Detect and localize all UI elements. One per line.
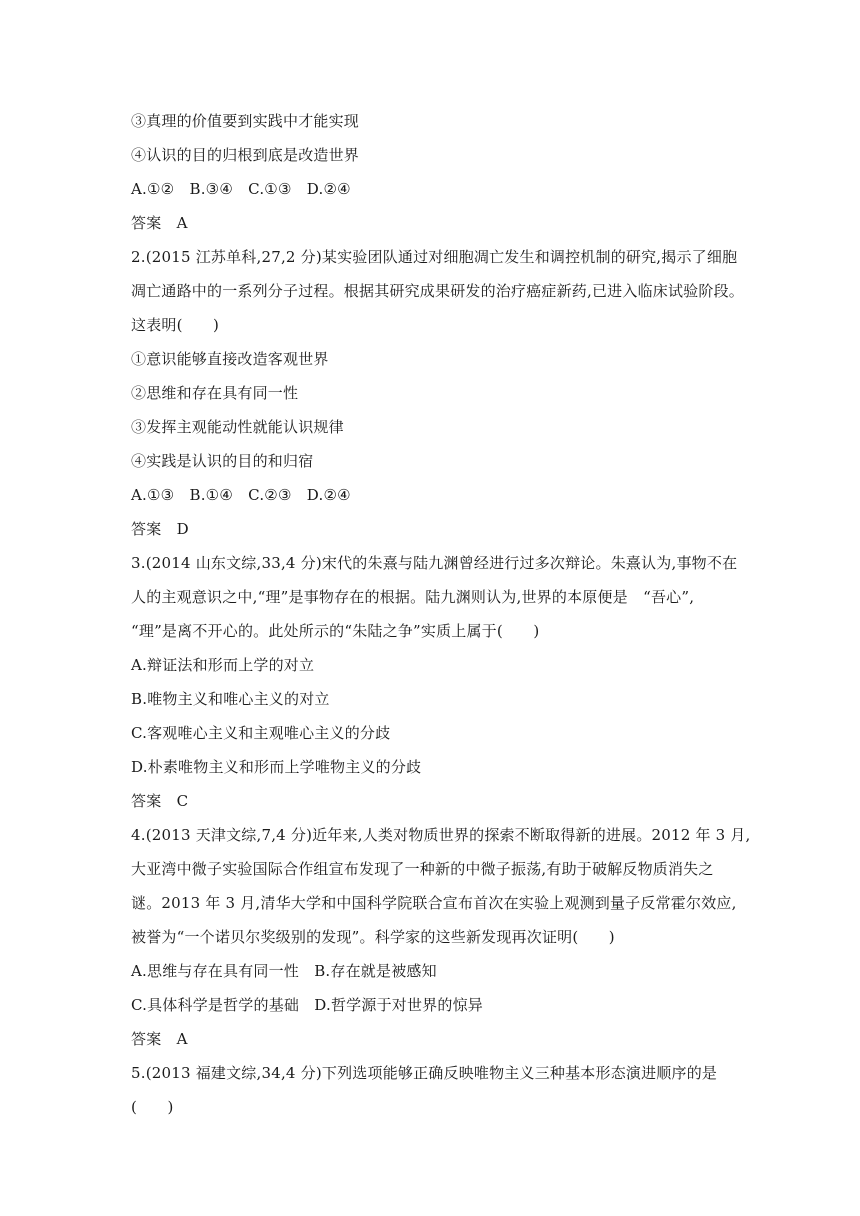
choice-a-line: A.辩证法和形而上学的对立	[131, 656, 315, 674]
option-line-3: ③真理的价值要到实践中才能实现	[131, 112, 360, 130]
option-line-3b: ③发挥主观能动性就能认识规律	[131, 418, 344, 436]
question-4-line-4: 被誉为“一个诺贝尔奖级别的发现”。科学家的这些新发现再次证明( )	[131, 928, 615, 946]
choices-ab-line: A.思维与存在具有同一性 B.存在就是被感知	[131, 962, 437, 980]
question-2-line-3: 这表明( )	[131, 316, 220, 334]
answer-line-2: 答案 D	[131, 520, 189, 538]
question-5-line-1: 5.(2013 福建文综,34,4 分)下列选项能够正确反映唯物主义三种基本形态演进顺序的是	[131, 1064, 718, 1082]
choice-d-line: D.朴素唯物主义和形而上学唯物主义的分歧	[131, 758, 422, 776]
choices-line-2: A.①③ B.①④ C.②③ D.②④	[131, 486, 351, 504]
question-4-line-1: 4.(2013 天津文综,7,4 分)近年来,人类对物质世界的探索不断取得新的进展。2012 年 3 月,	[131, 826, 751, 844]
option-line-4: ④认识的目的归根到底是改造世界	[131, 146, 360, 164]
option-line-4b: ④实践是认识的目的和归宿	[131, 452, 314, 470]
answer-line-3: 答案 C	[131, 792, 189, 810]
option-line-2: ②思维和存在具有同一性	[131, 384, 299, 402]
question-2-line-2: 凋亡通路中的一系列分子过程。根据其研究成果研发的治疗癌症新药,已进入临床试验阶段。	[131, 282, 744, 300]
choice-b-line: B.唯物主义和唯心主义的对立	[131, 690, 330, 708]
choice-c-line: C.客观唯心主义和主观唯心主义的分歧	[131, 724, 391, 742]
question-3-line-1: 3.(2014 山东文综,33,4 分)宋代的朱熹与陆九渊曾经进行过多次辩论。朱熹认为,事物不在	[131, 554, 738, 572]
document-page	[131, 109, 751, 1129]
choices-cd-line: C.具体科学是哲学的基础 D.哲学源于对世界的惊异	[131, 996, 483, 1014]
question-5-line-2: ( )	[131, 1098, 174, 1116]
question-2-line-1: 2.(2015 江苏单科,27,2 分)某实验团队通过对细胞凋亡发生和调控机制的研究,揭示了细胞	[131, 248, 738, 266]
question-4-line-3: 谜。2013 年 3 月,清华大学和中国科学院联合宣布首次在实验上观测到量子反常霍尔效应,	[131, 894, 737, 912]
choices-line: A.①② B.③④ C.①③ D.②④	[131, 180, 351, 198]
question-3-line-3: “理”是离不开心的。此处所示的“朱陆之争”实质上属于( )	[131, 622, 540, 640]
option-line-1: ①意识能够直接改造客观世界	[131, 350, 329, 368]
answer-line-4: 答案 A	[131, 1030, 188, 1048]
question-4-line-2: 大亚湾中微子实验国际合作组宣布发现了一种新的中微子振荡,有助于破解反物质消失之	[131, 860, 714, 878]
question-3-line-2: 人的主观意识之中,“理”是事物存在的根据。陆九渊则认为,世界的本原便是 “吾心”,	[131, 588, 695, 606]
answer-line: 答案 A	[131, 214, 188, 232]
